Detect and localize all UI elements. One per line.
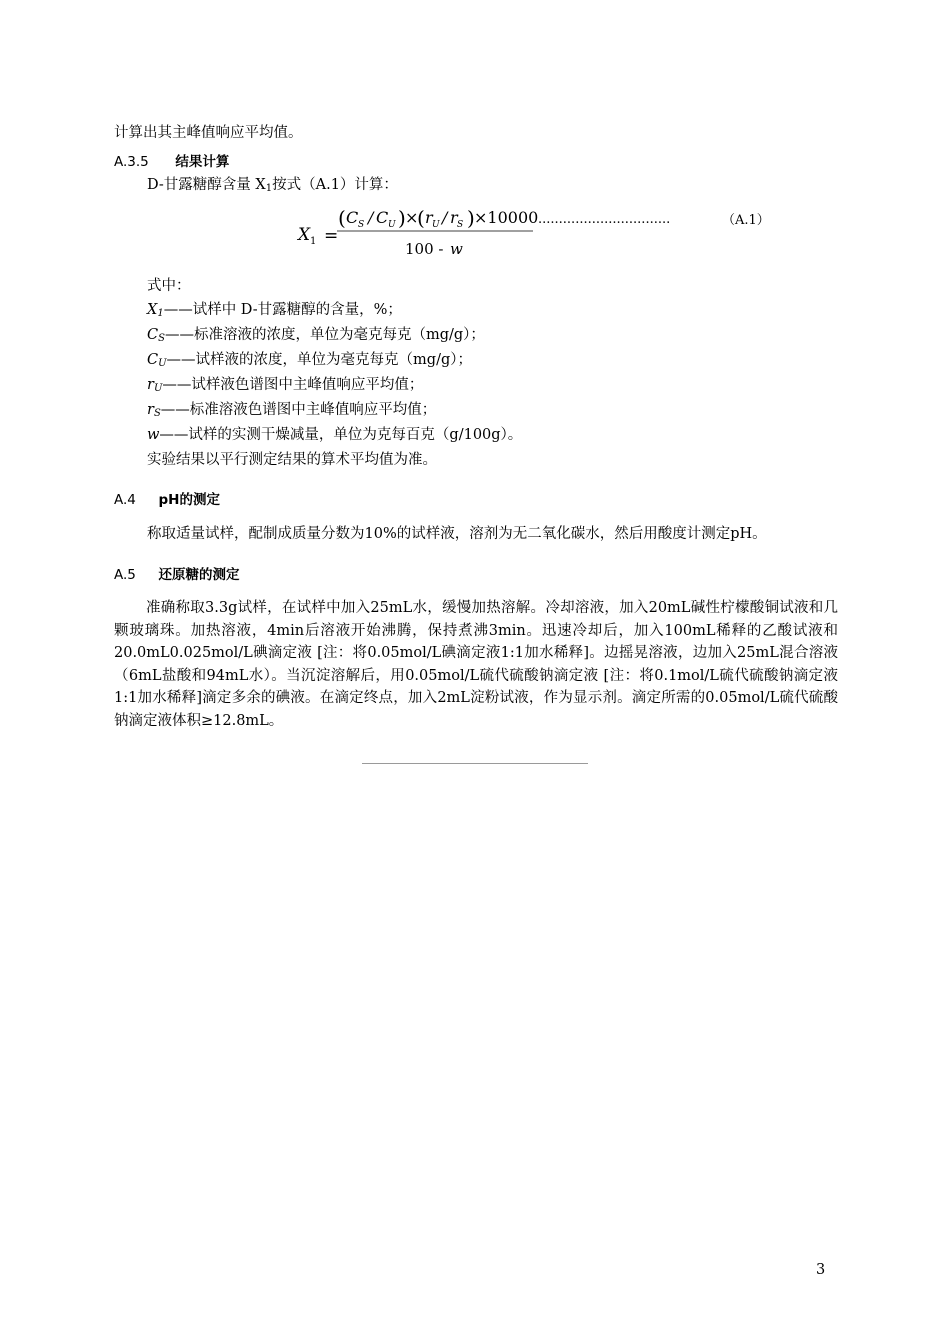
svg-text:): )	[467, 206, 475, 230]
formula-lhs: X	[298, 225, 311, 245]
formula-label: （A.1）	[722, 213, 770, 228]
svg-text:C: C	[346, 208, 359, 227]
section-title: pH的测定	[158, 492, 220, 508]
formula-intro: D-甘露糖醇含量 $X_1$按式（A.1）计算：	[147, 177, 398, 194]
variable-item: w——试样的实测干燥减量，单位为克每百克（g/100g）。	[147, 427, 523, 443]
where-label: 式中：	[147, 278, 191, 294]
section-title: 还原糖的测定	[158, 567, 240, 583]
svg-text:S: S	[358, 220, 365, 230]
svg-text:U: U	[432, 220, 440, 230]
variable-item: $r_S——$标准溶液色谱图中主峰值响应平均值；	[147, 402, 437, 419]
svg-text:/: /	[368, 208, 374, 227]
section-heading-a5	[114, 563, 239, 583]
section-body-a5: 准确称取3.3g试样，在试样中加入25mL水，缓慢加热溶解。冷却溶液，加入20mL碱性柠檬酸铜试液和几颗玻璃珠。加热溶液，4min后溶液开始沸腾，保持煮沸3min。迅速冷却后，加入100mL稀释的乙酸试液和20.0mL0.025mol/L碘滴定液 [注：将0.05mol/L碘滴定液1:1加水稀释]。边摇晃溶液，边加入25mL混合溶液（6mL盐酸和94mL水）。当沉淀溶解后，用0.05mol/L硫代硫酸钠滴定液 [注：将0.1mol/L硫代硫酸钠滴定液1:1加水稀释]滴定多余的碘液。在滴定终点，加入2mL淀粉试液，作为显示剂。滴定所需的0.05mol/L硫代硫酸钠滴定液体积≥12.8mL。	[114, 600, 838, 729]
conclusion-text: 实验结果以平行测定结果的算术平均值为准。	[147, 452, 437, 468]
section-body-a4: 称取适量试样，配制成质量分数为10%的试样液，溶剂为无二氧化碳水，然后用酸度计测定pH。	[147, 526, 767, 542]
svg-text:U: U	[388, 220, 396, 230]
svg-text:C: C	[376, 208, 389, 227]
end-rule	[362, 763, 588, 764]
svg-text:): )	[398, 206, 406, 230]
svg-text:×: ×	[405, 208, 419, 227]
variable-item: $C_U——$试样液的浓度，单位为毫克每克（mg/g）；	[147, 352, 472, 369]
section-heading-a4	[114, 488, 220, 508]
formula-numerator	[338, 206, 538, 230]
svg-text:r: r	[425, 208, 433, 227]
formula-leader: ................................	[538, 212, 671, 227]
variable-item: $r_U——$试样液色谱图中主峰值响应平均值；	[147, 377, 424, 394]
svg-text:×10000: ×10000	[474, 208, 539, 227]
svg-text:/: /	[442, 208, 448, 227]
section-title: 结果计算	[175, 154, 230, 170]
section-number: A.3.5	[114, 154, 149, 170]
formula-equals: =	[324, 226, 339, 246]
section-number: A.5	[114, 567, 136, 583]
svg-text:(: (	[417, 206, 425, 230]
continuation-text: 计算出其主峰值响应平均值。	[114, 125, 303, 141]
variable-item: $C_S——$标准溶液的浓度，单位为毫克每克（mg/g）；	[147, 327, 485, 344]
formula-denominator: 100 -	[405, 240, 444, 258]
formula-lhs-sub: 1	[310, 236, 317, 247]
svg-text:r: r	[450, 208, 458, 227]
section-number: A.4	[114, 492, 136, 508]
page-number: 3	[816, 1262, 826, 1278]
section-heading-a35	[114, 150, 229, 170]
formula-denominator-var: w	[450, 240, 463, 258]
variable-item: $X_1——$试样中 D-甘露糖醇的含量，%；	[147, 302, 402, 319]
formula-a1	[290, 198, 790, 268]
svg-text:S: S	[457, 220, 464, 230]
svg-text:(: (	[338, 206, 346, 230]
